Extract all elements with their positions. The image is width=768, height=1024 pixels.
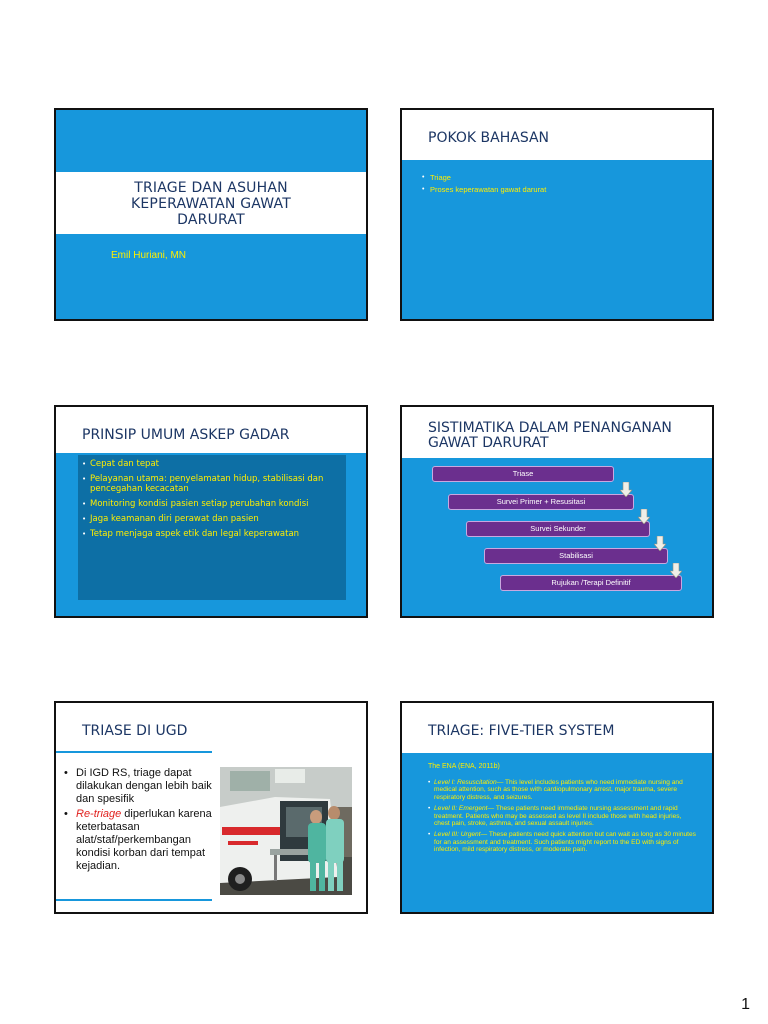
list-item: • Jaga keamanan diri perawat dan pasien — [82, 514, 340, 524]
level-text: — These patients need quick attention but can wait as long as 30 minutes for an assessment and treatment. Such patients might report to the ED with signs of infection, mild respiratory distress, or moderate pain. — [434, 831, 696, 854]
down-arrow-icon — [670, 563, 682, 578]
ambulance-photo — [220, 767, 352, 895]
page-number: 1 — [741, 996, 750, 1013]
level-list — [428, 779, 698, 858]
slide-pokok-bahasan — [400, 108, 714, 321]
slide-title-text: TRIAGE: FIVE-TIER SYSTEM — [428, 723, 615, 739]
level-name: Level II: Emergent — [434, 805, 488, 813]
list-item — [428, 831, 698, 853]
slide-title-text: TRIAGE DAN ASUHAN KEPERAWATAN GAWAT DARURAT — [131, 180, 291, 228]
flow-step-triase: Triase — [432, 466, 614, 482]
slide-title — [54, 108, 368, 321]
level-text: — This level includes patients who need immediate nursing and medical attention, such as those with cardiopulmonary arrest, major trauma, severe respiratory distress, and seizures. — [434, 779, 683, 801]
source-note: The ENA (ENA, 2011b) — [428, 763, 500, 770]
level-name: Level III: Urgent — [434, 831, 481, 839]
list-item — [428, 779, 698, 801]
flow-step-survei-primer: Survei Primer + Resusitasi — [448, 494, 634, 510]
slide-title-text: POKOK BAHASAN — [428, 130, 550, 146]
flow-step-survei-sekunder: Survei Sekunder — [466, 521, 650, 537]
list-item: • Proses keperawatan gawat darurat — [422, 184, 546, 196]
flow-step-rujukan: Rujukan /Terapi Definitif — [500, 575, 682, 591]
list-item — [64, 767, 214, 806]
list-item: • Triage — [422, 172, 546, 184]
slide-prinsip-umum — [54, 405, 368, 618]
down-arrow-icon — [638, 509, 650, 524]
list-item: • Tetap menjaga aspek etik dan legal keperawatan — [82, 529, 340, 539]
slide-title-text: SISTIMATIKA DALAM PENANGANAN GAWAT DARURAT — [428, 420, 672, 451]
down-arrow-icon — [620, 482, 632, 497]
retriage-term: Re-triage — [76, 808, 122, 820]
flow-step-stabilisasi: Stabilisasi — [484, 548, 668, 564]
list-item: • Cepat dan tepat — [82, 459, 340, 469]
list-item: • Pelayanan utama: penyelamatan hidup, stabilisasi dan pencegahan kecacatan — [82, 474, 340, 494]
slide-triase-ugd — [54, 701, 368, 914]
bullet-text: Di IGD RS, triage dapat dilakukan dengan lebih baik dan spesifik — [76, 767, 212, 805]
bullet-text: diperlukan karena keterbatasan alat/staf/perkembangan kondisi korban dari tempat kejadian. — [76, 808, 212, 872]
slide-sistimatika — [400, 405, 714, 618]
bullet-list — [82, 459, 340, 544]
list-item — [428, 805, 698, 827]
level-text: — These patients need immediate nursing assessment and rapid treatment. Patients who may be assessed as level II include those with head injuries, chest pain, stroke, asthma, and sexual assault injuries. — [434, 805, 682, 828]
bullet-list — [64, 767, 214, 875]
down-arrow-icon — [654, 536, 666, 551]
bullet-list — [422, 172, 546, 196]
slide-five-tier — [400, 701, 714, 914]
level-name: Level I: Resuscitation — [434, 779, 497, 786]
slide-title-text: PRINSIP UMUM ASKEP GADAR — [82, 427, 290, 443]
slide-title-text: TRIASE DI UGD — [82, 723, 188, 739]
list-item: • Monitoring kondisi pasien setiap perubahan kondisi — [82, 499, 340, 509]
author-name: Emil Huriani, MN — [111, 250, 187, 261]
list-item — [64, 808, 214, 873]
